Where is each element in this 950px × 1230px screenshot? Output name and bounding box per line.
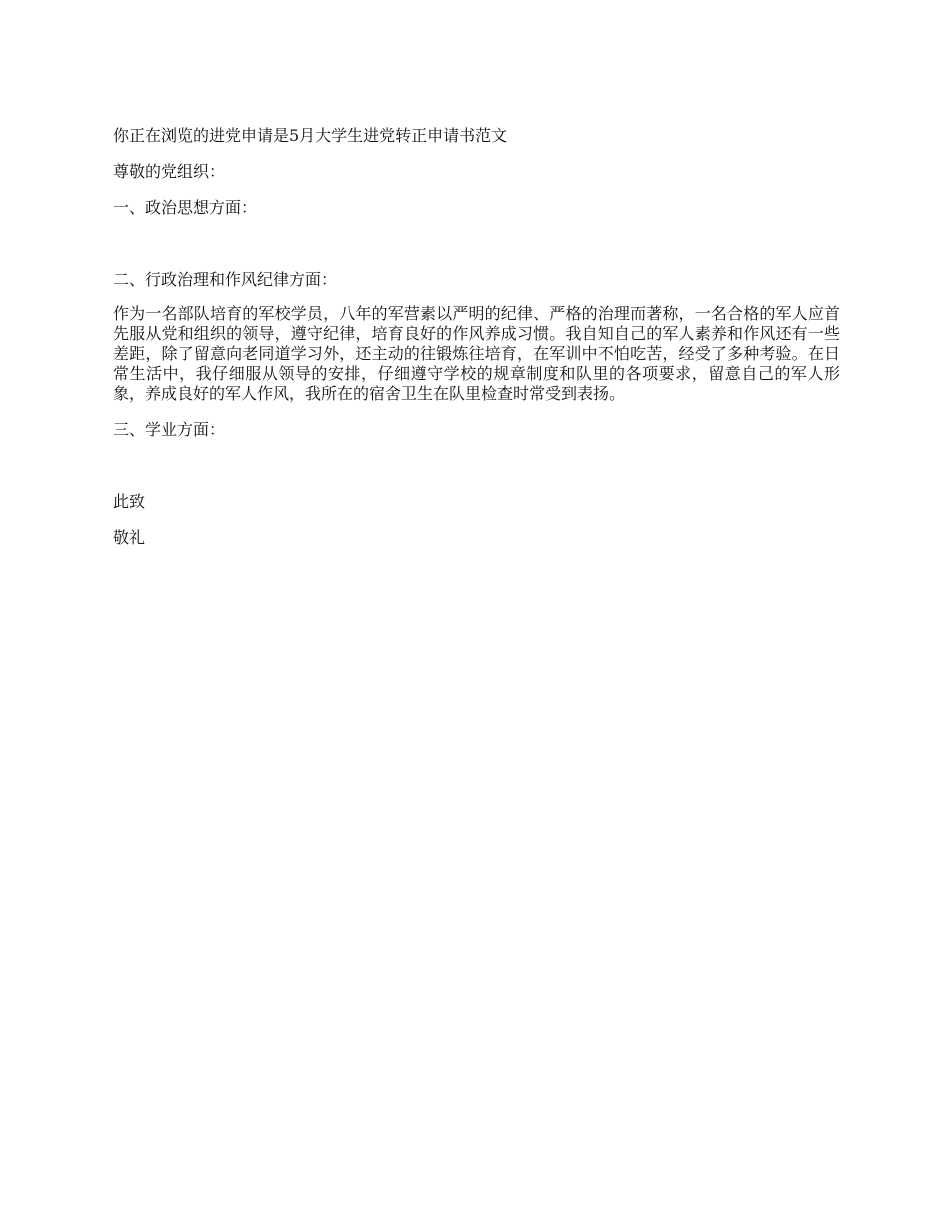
salutation: 尊敬的党组织： — [113, 162, 226, 181]
regards-line: 敬礼 — [113, 528, 146, 547]
document-body — [113, 126, 840, 548]
section-heading-discipline: 二、行政治理和作风纪律方面： — [113, 270, 338, 289]
section-heading-academic: 三、学业方面： — [113, 420, 226, 439]
intro-line: 你正在浏览的进党申请是5月大学生进党转正申请书范文 — [113, 126, 508, 145]
section-body-discipline: 作为一名部队培育的军校学员，八年的军营素以严明的纪律、严格的治理而著称，一名合格的军人应首先服从党和组织的领导，遵守纪律，培育良好的作风养成习惯。我自知自己的军人素养和作风还有一些差距，除了留意向老同道学习外，还主动的往锻炼往培育，在军训中不怕吃苦，经受了多种考验。在日常生活中，我仔细服从领导的安排，仔细遵守学校的规章制度和队里的各项要求，留意自己的军人形象，养成良好的军人作风，我所在的宿舍卫生在队里检查时常受到表扬。 — [113, 304, 840, 403]
closing-line: 此致 — [113, 492, 146, 511]
section-heading-political: 一、政治思想方面： — [113, 198, 258, 217]
